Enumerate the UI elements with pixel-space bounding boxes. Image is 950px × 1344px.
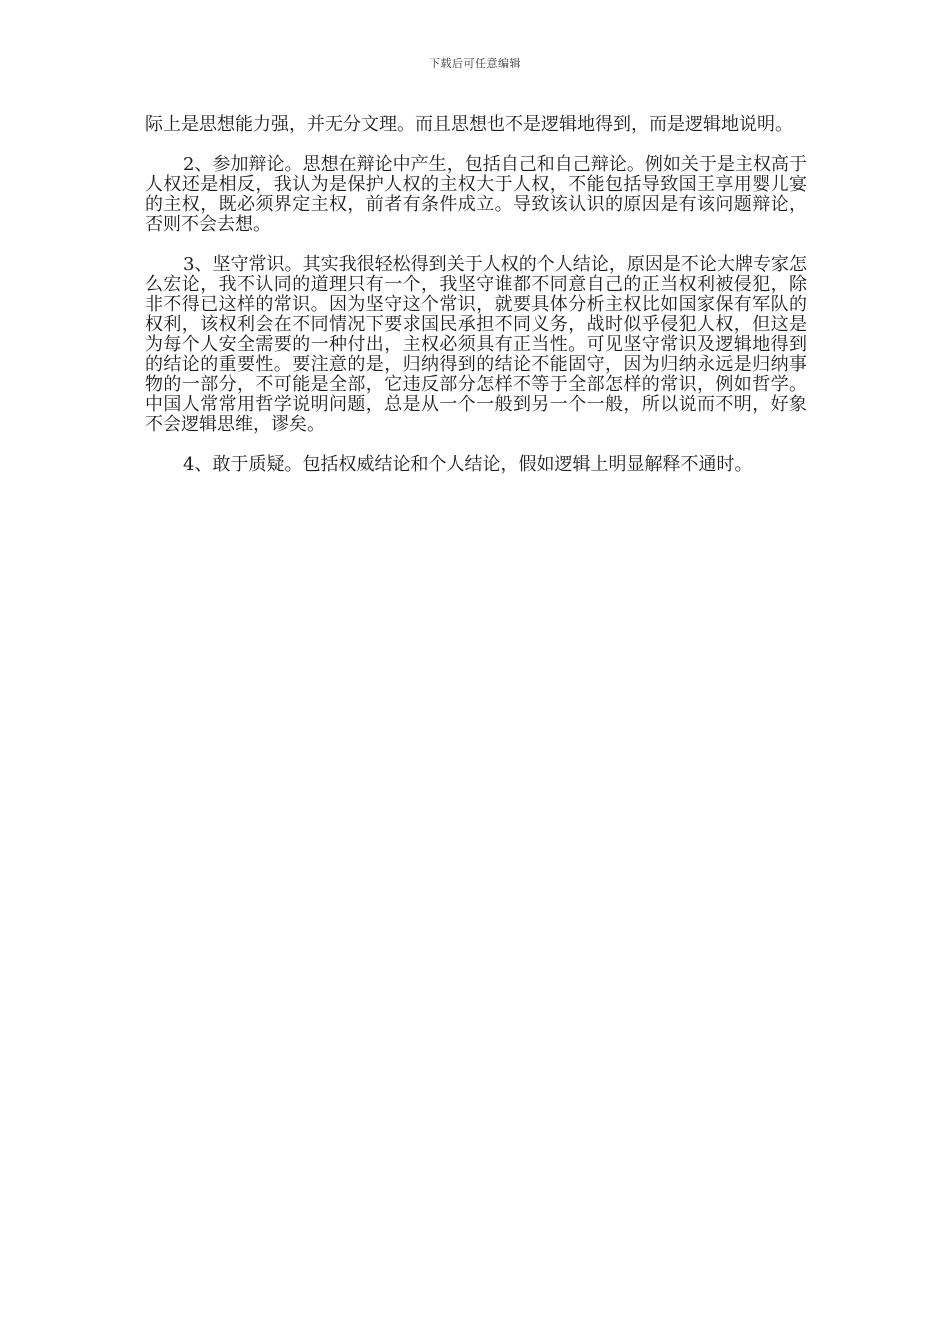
document-body [145,115,807,495]
paragraph-questioning: 4、敢于质疑。包括权威结论和个人结论，假如逻辑上明显解释不通时。 [183,454,753,475]
paragraph-common-sense: 3、坚守常识。其实我很轻松得到关于人权的个人结论，原因是不论大牌专家怎么宏论，我不认同的道理只有一个，我坚守谁都不同意自己的正当权利被侵犯，除非不得已这样的常识。因为坚守这个常识，就要具体分析主权比如国家保有军队的权利，该权利会在不同情况下要求国民承担不同义务，战时似乎侵犯人权，但这是为每个人安全需要的一种付出，主权必须具有正当性。可见坚守常识及逻辑地得到的结论的重要性。要注意的是，归纳得到的结论不能固守，因为归纳永远是归纳事物的一部分，不可能是全部，它违反部分怎样不等于全部怎样的常识，例如哲学。中国人常常用哲学说明问题，总是从一个一般到另一个一般，所以说而不明，好象不会逻辑思维，谬矣。 [145,254,807,435]
page-header: 下载后可任意编辑 [429,57,521,70]
paragraph-debate: 2、参加辩论。思想在辩论中产生，包括自己和自己辩论。例如关于是主权高于人权还是相反，我认为是保护人权的主权大于人权，不能包括导致国王享用婴儿宴的主权，既必须界定主权，前者有条件成立。导致该认识的原因是有该问题辩论，否则不会去想。 [145,154,807,235]
paragraph-continuation: 际上是思想能力强，并无分文理。而且思想也不是逻辑地得到，而是逻辑地说明。 [145,114,793,135]
